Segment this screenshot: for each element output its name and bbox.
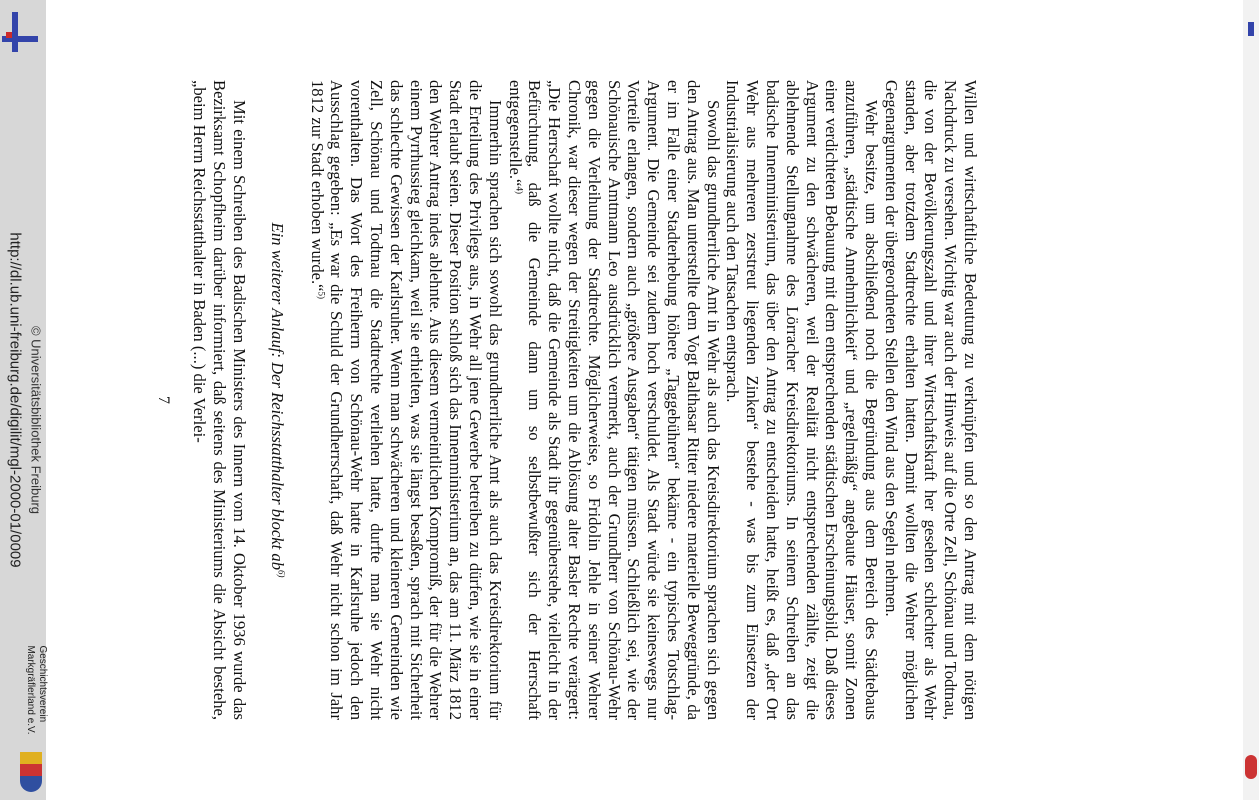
library-logo-icon xyxy=(2,12,38,52)
left-margin-strip xyxy=(0,0,46,800)
page-body xyxy=(154,80,980,720)
document-page xyxy=(154,80,980,720)
copyright-notice: © Universitätsbibliothek Freiburg xyxy=(28,325,44,515)
coat-of-arms-icon xyxy=(20,752,42,792)
section-heading: Ein weiterer Anlauf: Der Reichsstatthalter blockt $ab^{6)}$ xyxy=(267,222,287,578)
paragraph: Wehr besitze, um abschließend noch die Begründung aus dem Bereich des Städtebaus anzuführen, „städtische Annehmlichkeit“ und „regelmäßig“ angebaute Häuser, somit Zonen einer verdichteten Bebauung mit dem entsprechenden städtischen Erscheinungsbild. Daß dieses Argument zu den schwächeren, weil der Realität nicht entsprechenden zählte, zeigt die ablehnende Stellungnahme des Lörracher Kreisdirektoriums. In seinem Schreiben an das badische Innenministerium, das über den Antrag zu entscheiden hatte, heißt es, daß „der Ort Wehr aus mehreren zerstreut liegenden Zinken“ bestehe - was bis zum Einsetzen der Industrialisierung auch den Tatsachen entsprach. xyxy=(723,80,882,720)
paragraph: Mit einem Schreiben des Badischen Ministers des Innern vom 14. Oktober 1936 wurde das Bezirksamt Schopfheim darüber informiert, daß seitens des Ministeriums die Absicht bestehe, „beim Herrn Reichsstatthalter in Baden (...) die Verlei- xyxy=(190,80,249,720)
footnote-mark: 4) xyxy=(514,186,525,194)
source-url: http://dl.ub.uni-freiburg.de/digilit/mgl-2000-01/0009 xyxy=(6,232,24,568)
right-margin-strip xyxy=(1243,0,1259,800)
publisher-line-2: Markgräflerland e.V. xyxy=(25,645,36,735)
publisher-line-1: Geschichtsverein xyxy=(37,645,48,723)
footnote-mark: 5) xyxy=(316,291,327,300)
library-mark-icon xyxy=(1248,22,1254,36)
paragraph: Willen und wirtschaftliche Bedeutung zu verknüpfen und so den Antrag mit dem nötigen Nachdruck zu versehen. Wichtig war auch der Hinweis auf die Orte Zell, Schönau und Todtnau, die von der Bevölkerungszahl und ihrer Wirtschaftskraft her gesehen schlechter als Wehr standen, aber trotzdem Stadtrechte erhalten hatten. Damit wollten die Wehrer möglichen Gegenargumenten der übergeordneten Stellen den Wind aus den Segeln nehmen. xyxy=(881,80,980,720)
paragraph: Sowohl das grundherrliche Amt in Wehr als auch das Kreisdirektorium sprachen sich gegen den Antrag aus. Man unterstellte dem Vogt Balthasar Ritter niedere materielle Beweggründe, da er im Falle einer Stadterhebung höhere „Taggebühren“ bekäme - ein typisches Totschlag-Argument. Die Gemeinde sei zudem hoch verschuldet. Als Stadt würde sie keineswegs nur Vorteile erlangen, sondern auch „größere Ausgaben“ tätigen müssen. Schließlich sei, wie der Schönauische Amtmann Leo ausdrücklich vermerkt, auch der Grundherr von Schönau-Wehr gegen die Verleihung der Stadtrechte. Möglicherweise, so Fridolin Jehle in seiner Wehrer Chronik, war dieser wegen der Streitigkeiten um die Ablösung alter Basler Rechte verärgert: „Die Herrschaft wollte nicht, daß die Gemeinde als Stadt ihr gegenüberstehe, vielleicht in der Befürchtung, daß die Gemeinde dann um so selbstbewußter sich der Herrschaft entgegenstelle.“$^{4)}$ xyxy=(505,80,723,720)
publisher-name xyxy=(24,645,48,734)
paragraph: Immerhin sprachen sich sowohl das grundherrliche Amt als auch das Kreisdirektorium für die Erteilung des Privilegs aus, in Wehr all jene Gewerbe betreiben zu dürfen, wie sie in einer Stadt erlaubt seien. Dieser Position schloß sich das Innenministerium an, das am 11. März 1812 den Wehrer Antrag indes ablehnte. Aus diesem vermeintlichen Kompromiß, der für die Wehrer einem Pyrrhussieg gleichkam, weil sie erhielten, was sie längst besaßen, sprach mit Sicherheit das schlechte Gewissen der Karlsruher. Wenn man schwächeren und kleineren Gemeinden wie Zell, Schönau und Todtnau die Stadtrechte verliehen hatte, durfte man sie Wehr nicht vorenthalten. Das Wort des Freiherrn von Schönau-Wehr hatte in Karlsruhe jedoch den Ausschlag gegeben: „Es war die Schuld der Grundherrschaft, daß Wehr nicht schon im Jahr 1812 zur Stadt erhoben wurde.“$^{5)}$ xyxy=(307,80,505,720)
footnote-mark: 6) xyxy=(276,570,287,578)
page-number: 7 xyxy=(154,396,172,404)
coat-of-arms-partial-icon xyxy=(1245,755,1257,779)
